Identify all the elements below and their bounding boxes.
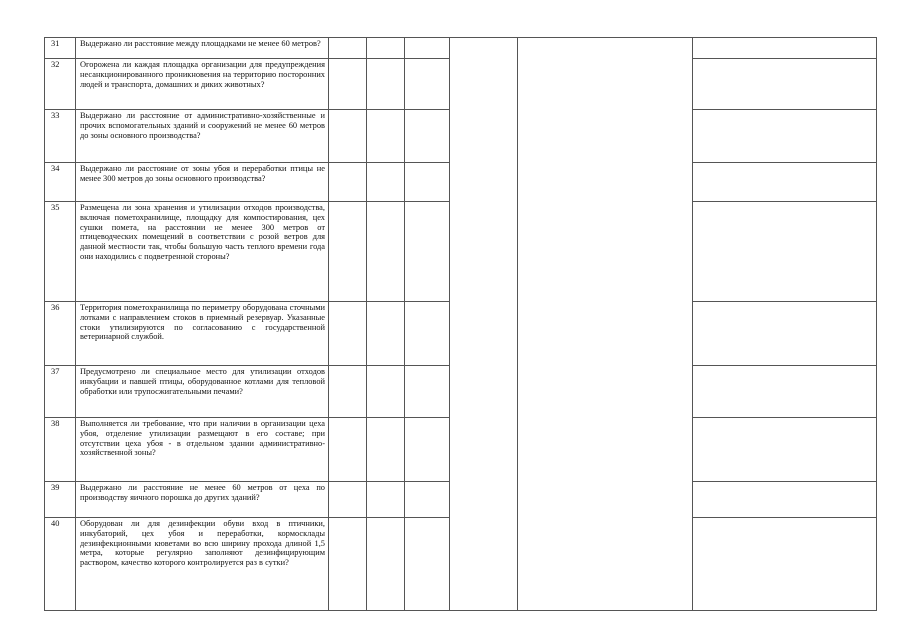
row-number: 39 <box>45 482 76 518</box>
answer-cell[interactable] <box>405 163 450 202</box>
row-number: 36 <box>45 302 76 366</box>
answer-cell[interactable] <box>367 518 405 611</box>
answer-cell[interactable] <box>367 59 405 110</box>
answer-cell[interactable] <box>405 366 450 418</box>
row-number: 33 <box>45 110 76 163</box>
answer-cell[interactable] <box>367 202 405 302</box>
answer-cell[interactable] <box>367 110 405 163</box>
answer-cell[interactable] <box>405 202 450 302</box>
answer-cell[interactable] <box>405 518 450 611</box>
answer-cell[interactable] <box>693 163 877 202</box>
answer-cell[interactable] <box>693 202 877 302</box>
answer-cell[interactable] <box>693 302 877 366</box>
row-number: 34 <box>45 163 76 202</box>
row-number: 38 <box>45 418 76 482</box>
answer-cell[interactable] <box>405 302 450 366</box>
checklist-table <box>44 37 877 611</box>
answer-cell[interactable] <box>367 482 405 518</box>
answer-cell[interactable] <box>329 59 367 110</box>
answer-cell[interactable] <box>693 518 877 611</box>
answer-cell[interactable] <box>693 59 877 110</box>
answer-cell[interactable] <box>405 418 450 482</box>
answer-cell[interactable] <box>329 418 367 482</box>
answer-cell[interactable] <box>329 366 367 418</box>
answer-cell[interactable] <box>329 163 367 202</box>
row-number: 40 <box>45 518 76 611</box>
question-text: Территория пометохранилища по периметру оборудована сточными лотками с направлением стоков в приемный резервуар. Указанные стоки утилизируются по согласованию с государственной ветеринарной службой. <box>76 302 329 366</box>
answer-cell[interactable] <box>329 110 367 163</box>
question-text: Размещена ли зона хранения и утилизации отходов производства, включая пометохранилище, площадку для компостирования, цех сушки помета, на расстоянии не менее 300 метров от птицеводческих помещений в соответствии с розой ветров для данной местности так, чтобы большую часть теплого времени года они находились с подветренной стороны? <box>76 202 329 302</box>
answer-cell[interactable] <box>693 482 877 518</box>
question-text: Выдержано ли расстояние от зоны убоя и переработки птицы не менее 300 метров до зоны основного производства? <box>76 163 329 202</box>
answer-cell[interactable] <box>693 418 877 482</box>
answer-cell[interactable] <box>693 110 877 163</box>
answer-cell[interactable] <box>367 38 405 59</box>
answer-cell[interactable] <box>405 110 450 163</box>
answer-cell[interactable] <box>367 302 405 366</box>
answer-cell[interactable] <box>367 366 405 418</box>
answer-cell[interactable] <box>329 302 367 366</box>
answer-cell[interactable] <box>329 202 367 302</box>
answer-cell[interactable] <box>693 366 877 418</box>
answer-cell[interactable] <box>367 163 405 202</box>
answer-cell[interactable] <box>329 482 367 518</box>
table-row <box>45 38 877 59</box>
question-text: Огорожена ли каждая площадка организации для предупреждения несанкционированного проникновения на территорию посторонних людей и транспорта, домашних и диких животных? <box>76 59 329 110</box>
row-number: 35 <box>45 202 76 302</box>
answer-cell[interactable] <box>405 59 450 110</box>
merged-cell[interactable] <box>518 38 693 611</box>
answer-cell[interactable] <box>405 482 450 518</box>
question-text: Выполняется ли требование, что при наличии в организации цеха убоя, отделение утилизации размещают в его составе; при отсутствии цеха убоя - в отдельном здании административно-хозяйственной зоны? <box>76 418 329 482</box>
answer-cell[interactable] <box>405 38 450 59</box>
row-number: 31 <box>45 38 76 59</box>
question-text: Предусмотрено ли специальное место для утилизации отходов инкубации и павшей птицы, оборудованное котлами для тепловой обработки или трупосжигательными печами? <box>76 366 329 418</box>
row-number: 32 <box>45 59 76 110</box>
answer-cell[interactable] <box>329 38 367 59</box>
question-text: Выдержано ли расстояние от административно-хозяйственные и прочих вспомогательных зданий и сооружений не менее 60 метров до зоны основного производства? <box>76 110 329 163</box>
question-text: Оборудован ли для дезинфекции обуви вход в птичники, инкубаторий, цех убоя и переработки, кормосклады дезинфекционными кюветами во всю ширину прохода длиной 1,5 метра, которые регулярно заполняют дезинфицирующим раствором, качество которого контролируется раз в сутки? <box>76 518 329 611</box>
answer-cell[interactable] <box>329 518 367 611</box>
merged-cell[interactable] <box>450 38 518 611</box>
question-text: Выдержано ли расстояние между площадками не менее 60 метров? <box>76 38 329 59</box>
question-text: Выдержано ли расстояние не менее 60 метров от цеха по производству яичного порошка до других зданий? <box>76 482 329 518</box>
answer-cell[interactable] <box>367 418 405 482</box>
row-number: 37 <box>45 366 76 418</box>
answer-cell[interactable] <box>693 38 877 59</box>
